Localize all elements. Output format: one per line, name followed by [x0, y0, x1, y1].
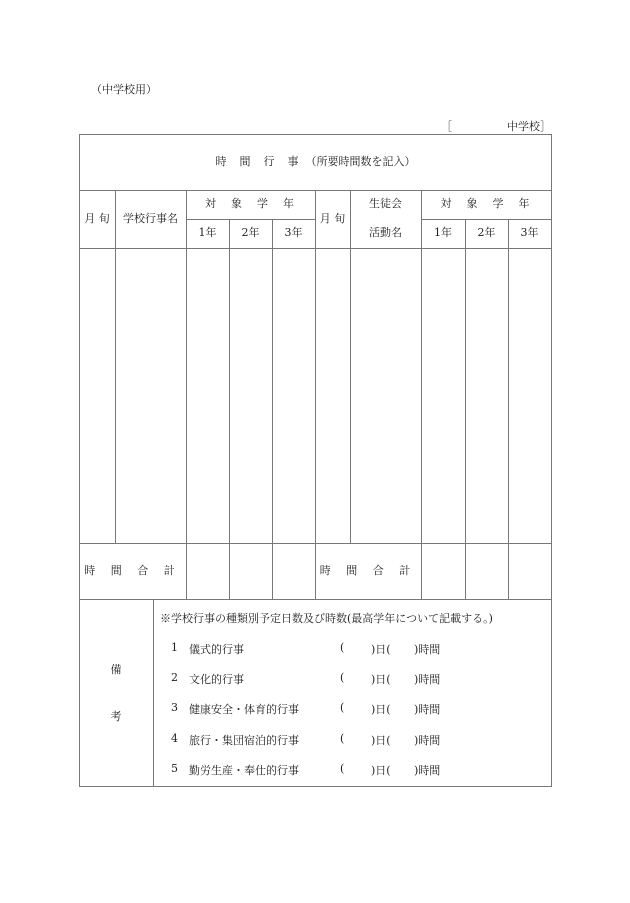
right-total-grade-1[interactable] — [421, 543, 465, 599]
remarks-item-open: ( — [340, 762, 345, 775]
remarks-item-label: 勤労生産・奉仕的行事 — [189, 764, 299, 777]
remarks-note: ※学校行事の種類別予定日数及び時数(最高学年について記載する。) — [160, 612, 493, 625]
remarks-item-number: 5 — [171, 762, 178, 775]
right-total-grade-2[interactable] — [465, 543, 508, 599]
remarks-item-hours[interactable]: )時間 — [414, 673, 441, 686]
table-border-right — [551, 134, 552, 787]
remarks-item-number: 2 — [171, 671, 178, 684]
school-suffix-label: 中学校］ — [507, 120, 551, 133]
left-target-grade-header: 対 象 学 年 — [205, 197, 296, 211]
remarks-item-label: 儀式的行事 — [189, 643, 244, 656]
right-month-header: 月 旬 — [319, 211, 346, 225]
right-grade-3-entry[interactable] — [508, 248, 551, 543]
remarks-item-open: ( — [340, 701, 345, 714]
remarks-item-days[interactable]: )日( — [371, 643, 391, 656]
remarks-item — [171, 701, 471, 717]
left-grade-1-entry[interactable] — [186, 248, 229, 543]
remarks-item-days[interactable]: )日( — [371, 734, 391, 747]
table-title-main: 時 間 行 事 — [215, 154, 300, 168]
left-grade-2-entry[interactable] — [229, 248, 272, 543]
school-bracket-open: ［ — [441, 120, 452, 133]
right-month-entry[interactable] — [315, 248, 350, 543]
remarks-item-open: ( — [340, 671, 345, 684]
right-target-grade-header: 対 象 学 年 — [440, 197, 532, 211]
total-row-divider — [79, 599, 552, 600]
remarks-item — [171, 732, 471, 748]
right-grade-1-entry[interactable] — [421, 248, 465, 543]
left-event-name-header: 学校行事名 — [123, 211, 178, 225]
remarks-item-number: 4 — [171, 732, 178, 745]
remarks-item-hours[interactable]: )時間 — [414, 764, 441, 777]
remarks-item — [171, 671, 471, 687]
remarks-item-label: 健康安全・体育的行事 — [189, 703, 299, 716]
remarks-item-hours[interactable]: )時間 — [414, 734, 441, 747]
form-usage-label: （中学校用） — [91, 83, 157, 96]
right-grade-2-header: 2年 — [477, 226, 496, 240]
left-total-label: 時 間 合 計 — [84, 563, 181, 577]
remarks-item-days[interactable]: )日( — [371, 703, 391, 716]
left-month-entry[interactable] — [79, 248, 115, 543]
remarks-label-divider — [153, 599, 154, 786]
remarks-item-label: 文化的行事 — [189, 673, 244, 686]
table-border-bottom — [79, 786, 552, 787]
left-month-header: 月 旬 — [84, 211, 110, 225]
left-total-grade-3[interactable] — [272, 543, 315, 599]
remarks-label-2: 考 — [110, 709, 122, 723]
table-title-note: （所要時間数を記入） — [305, 154, 416, 168]
remarks-item-number: 3 — [171, 701, 178, 714]
remarks-item-days[interactable]: )日( — [371, 764, 391, 777]
left-total-grade-1[interactable] — [186, 543, 229, 599]
remarks-item-open: ( — [340, 641, 345, 654]
right-activity-name-entry[interactable] — [350, 248, 421, 543]
remarks-label-1: 備 — [110, 662, 122, 676]
right-total-grade-3[interactable] — [508, 543, 551, 599]
left-total-grade-2[interactable] — [229, 543, 272, 599]
remarks-item-number: 1 — [171, 641, 178, 654]
right-grade-2-entry[interactable] — [465, 248, 508, 543]
right-activity-header-line1: 生徒会 — [369, 197, 402, 211]
left-grade-2-header: 2年 — [241, 226, 260, 240]
remarks-item-label: 旅行・集団宿泊的行事 — [189, 734, 299, 747]
right-grade-1-header: 1年 — [434, 226, 452, 240]
remarks-item-open: ( — [340, 732, 345, 745]
right-activity-header-line2: 活動名 — [369, 226, 402, 240]
left-event-name-entry[interactable] — [115, 248, 186, 543]
left-grade-1-header: 1年 — [198, 226, 217, 240]
right-grade-3-header: 3年 — [520, 226, 539, 240]
remarks-item-hours[interactable]: )時間 — [414, 643, 441, 656]
table-title — [79, 134, 552, 190]
right-total-label: 時 間 合 計 — [319, 563, 417, 577]
left-grade-3-entry[interactable] — [272, 248, 315, 543]
remarks-item-hours[interactable]: )時間 — [414, 703, 441, 716]
remarks-item — [171, 762, 471, 778]
remarks-item — [171, 641, 471, 657]
remarks-item-days[interactable]: )日( — [371, 673, 391, 686]
left-grade-3-header: 3年 — [284, 226, 303, 240]
